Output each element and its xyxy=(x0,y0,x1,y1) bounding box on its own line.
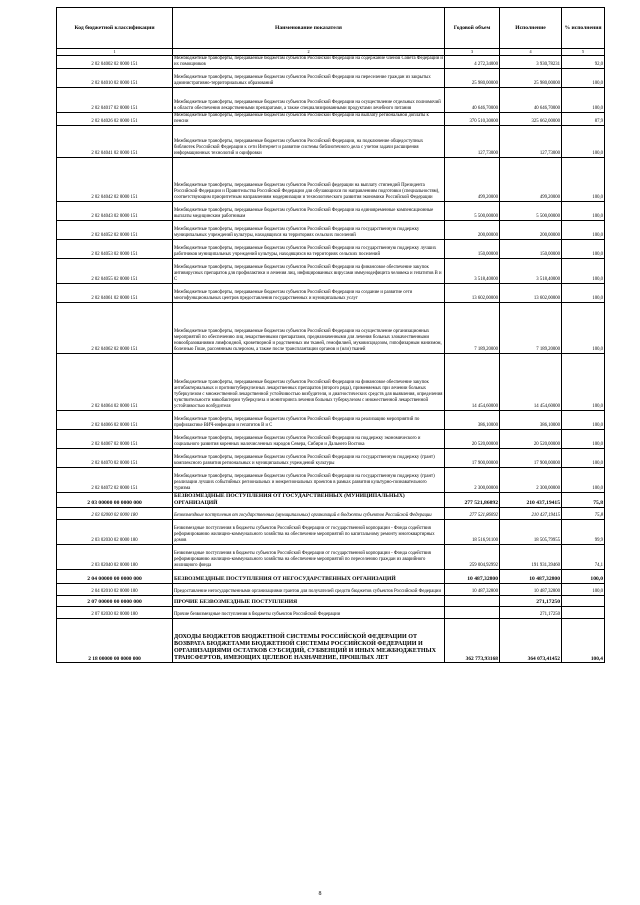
row-code: 2 02 04041 02 0000 151 xyxy=(57,126,173,158)
row-percent: 100,0 xyxy=(562,158,605,202)
row-execution: 191 931,39460 xyxy=(500,545,562,570)
table-row xyxy=(57,607,605,619)
row-execution: 10 487,32800 xyxy=(500,570,562,584)
table-row xyxy=(57,584,605,596)
row-percent: 100,0 xyxy=(562,411,605,430)
row-annual-volume: 20 520,00000 xyxy=(445,430,500,449)
column-number: 4 xyxy=(500,49,562,56)
row-percent: 100,0 xyxy=(562,221,605,240)
table-row xyxy=(57,411,605,430)
table-row xyxy=(57,158,605,202)
row-percent: 100,0 xyxy=(562,69,605,88)
row-execution: 386,10000 xyxy=(500,411,562,430)
row-name: БЕЗВОЗМЕЗДНЫЕ ПОСТУПЛЕНИЯ ОТ НЕГОСУДАРСТВЕННЫХ ОРГАНИЗАЦИЙ xyxy=(173,570,445,584)
row-annual-volume: 127,73000 xyxy=(445,126,500,158)
table-row xyxy=(57,508,605,520)
row-percent: 100,0 xyxy=(562,88,605,113)
row-code: 2 03 02040 02 0000 180 xyxy=(57,545,173,570)
table-row xyxy=(57,202,605,221)
table-row xyxy=(57,126,605,158)
table-row xyxy=(57,619,605,663)
row-name: Межбюджетные трансферты, передаваемые бюджетам субъектов Российской Федерации на создание и развитие сети многофункциональных центров предоставления государственных и муниципальных услуг xyxy=(173,284,445,303)
row-annual-volume: 14 454,60000 xyxy=(445,354,500,411)
header-name: Наименование показателя xyxy=(173,8,445,49)
row-code: 2 04 02010 02 0000 180 xyxy=(57,584,173,596)
page-number: 8 xyxy=(318,891,322,897)
row-annual-volume: 3 518,40000 xyxy=(445,259,500,284)
row-percent: 100,4 xyxy=(562,619,605,663)
row-code: 2 03 00000 00 0000 000 xyxy=(57,493,173,508)
row-name: Безвозмездные поступления в бюджеты субъектов Российской Федерации от государственной корпорации - Фонда содействия реформированию жилищно-коммунального хозяйства на обеспечение мероприятий по переселению граждан из аварийного жилищного фонда xyxy=(173,545,445,570)
row-annual-volume: 17 900,00000 xyxy=(445,449,500,468)
budget-table xyxy=(56,7,605,663)
row-percent: 100,0 xyxy=(562,240,605,259)
column-number-row xyxy=(57,49,605,56)
row-name: Межбюджетные трансферты, передаваемые бюджетам субъектов Российской Федерации на государственную поддержку (грант) реализации лучших событийных региональных и межрегиональных проектов в рамках развития культурно-познавательного туризма xyxy=(173,468,445,493)
table-row xyxy=(57,221,605,240)
row-execution: 40 646,70000 xyxy=(500,88,562,113)
row-name: Межбюджетные трансферты, передаваемые бюджетам субъектов Российской Федерации на выплату региональной доплаты к пенсии xyxy=(173,113,445,126)
row-annual-volume: 13 602,00000 xyxy=(445,284,500,303)
row-percent: 100,0 xyxy=(562,284,605,303)
row-percent: 100,0 xyxy=(562,430,605,449)
row-name: Безвозмездные поступления от государственных (муниципальных) организаций в бюджеты субъектов Российской Федерации xyxy=(173,508,445,520)
row-code: 2 02 04043 02 0000 151 xyxy=(57,202,173,221)
row-annual-volume: 499,20000 xyxy=(445,158,500,202)
row-annual-volume: 386,10000 xyxy=(445,411,500,430)
row-code: 2 02 04053 02 0000 151 xyxy=(57,240,173,259)
header-execution: Исполнение xyxy=(500,8,562,49)
table-row xyxy=(57,468,605,493)
header-percent: % исполнения xyxy=(562,8,605,49)
row-execution: 10 487,32800 xyxy=(500,584,562,596)
table-row xyxy=(57,240,605,259)
row-code: 2 02 04010 02 0000 151 xyxy=(57,69,173,88)
row-name: Межбюджетные трансферты, передаваемые бюджетам субъектов Российской Федерации на переселение граждан из закрытых административно-территориальных образований xyxy=(173,69,445,88)
row-execution: 325 662,00000 xyxy=(500,113,562,126)
row-execution: 210 437,19415 xyxy=(500,508,562,520)
row-annual-volume: 40 646,70000 xyxy=(445,88,500,113)
row-execution: 3 518,40000 xyxy=(500,259,562,284)
table-body xyxy=(57,56,605,663)
row-name: Межбюджетные трансферты, передаваемые бюджетам субъектов Российской Федерации на осуществление отдельных полномочий в области обеспечения лекарственными препаратами, а также специализированными продуктами лечебного питания xyxy=(173,88,445,113)
row-percent: 100,0 xyxy=(562,126,605,158)
row-percent xyxy=(562,607,605,619)
row-percent: 100,0 xyxy=(562,303,605,354)
row-annual-volume: 5 500,00000 xyxy=(445,202,500,221)
row-name: Межбюджетные трансферты, передаваемые бюджетам субъектов Российской Федерации на осуществление организационных мероприятий по обеспечению лиц лекарственными препаратами, предназначенными для лечения больных злокачественными новообразованиями лимфоидной, кроветворной и родственных им тканей, гемофилией, муковисцидозом, гипофизарным нанизмом, болезнью Гоше, рассеянным склерозом, а также после трансплантации органов и (или) тканей xyxy=(173,303,445,354)
row-code: 2 02 04017 02 0000 151 xyxy=(57,88,173,113)
row-annual-volume: 2 300,00000 xyxy=(445,468,500,493)
row-execution: 14 454,60000 xyxy=(500,354,562,411)
column-number: 5 xyxy=(562,49,605,56)
row-annual-volume: 10 487,32800 xyxy=(445,570,500,584)
row-percent: 100,0 xyxy=(562,449,605,468)
row-annual-volume: 150,00000 xyxy=(445,240,500,259)
row-percent: 100,0 xyxy=(562,354,605,411)
row-execution: 5 500,00000 xyxy=(500,202,562,221)
table-row xyxy=(57,354,605,411)
row-annual-volume: 277 521,86092 xyxy=(445,508,500,520)
row-name: БЕЗВОЗМЕЗДНЫЕ ПОСТУПЛЕНИЯ ОТ ГОСУДАРСТВЕННЫХ (МУНИЦИПАЛЬНЫХ) ОРГАНИЗАЦИЙ xyxy=(173,493,445,508)
row-execution: 150,00000 xyxy=(500,240,562,259)
header-code: Код бюджетной классификации xyxy=(57,8,173,49)
row-name: Межбюджетные трансферты, передаваемые бюджетам субъектов Российской Федерации, на подключение общедоступных библиотек Российской Федерации к сети Интернет и развитие системы библиотечного дела с учетом задачи расширения информационных технологий и оцифровки xyxy=(173,126,445,158)
row-name: Межбюджетные трансферты, передаваемые бюджетам субъектов Российской Федерации на государственную поддержку муниципальных учреждений культуры, находящихся на территориях сельских поселений xyxy=(173,221,445,240)
row-code: 2 02 04052 02 0000 151 xyxy=(57,221,173,240)
table-header-row xyxy=(57,8,605,49)
row-annual-volume: 370 510,30000 xyxy=(445,113,500,126)
table-row xyxy=(57,545,605,570)
row-execution: 3 930,78231 xyxy=(500,56,562,69)
row-execution: 18 505,79955 xyxy=(500,520,562,545)
table-row xyxy=(57,284,605,303)
row-code: 2 02 04042 02 0000 151 xyxy=(57,158,173,202)
row-name: Предоставление негосударственными организациями грантов для получателей средств бюджетов субъектов Российской Федерации xyxy=(173,584,445,596)
row-percent: 100,0 xyxy=(562,202,605,221)
table-row xyxy=(57,56,605,69)
row-code: 2 02 04062 02 0000 151 xyxy=(57,303,173,354)
table-row xyxy=(57,303,605,354)
table-row xyxy=(57,493,605,508)
row-annual-volume: 7 189,20000 xyxy=(445,303,500,354)
row-code: 2 02 04067 02 0000 151 xyxy=(57,430,173,449)
table-row xyxy=(57,69,605,88)
header-annual: Годовой объем xyxy=(445,8,500,49)
row-name: Межбюджетные трансферты, передаваемые бюджетам субъектов Российской Федерации на единовременные компенсационные выплаты медицинским работникам xyxy=(173,202,445,221)
row-percent: 92,0 xyxy=(562,56,605,69)
row-percent: 100,0 xyxy=(562,468,605,493)
row-percent: 100,0 xyxy=(562,584,605,596)
column-number: 1 xyxy=(57,49,173,56)
row-execution: 200,00000 xyxy=(500,221,562,240)
row-execution: 17 900,00000 xyxy=(500,449,562,468)
row-annual-volume: 18 516,91100 xyxy=(445,520,500,545)
row-annual-volume: 259 004,92992 xyxy=(445,545,500,570)
row-percent: 99,9 xyxy=(562,520,605,545)
row-percent: 75,8 xyxy=(562,508,605,520)
row-code: 2 03 02030 02 0000 180 xyxy=(57,520,173,545)
row-name: ПРОЧИЕ БЕЗВОЗМЕЗДНЫЕ ПОСТУПЛЕНИЯ xyxy=(173,596,445,607)
table-row xyxy=(57,259,605,284)
row-execution: 20 520,00000 xyxy=(500,430,562,449)
row-annual-volume: 200,00000 xyxy=(445,221,500,240)
row-code: 2 04 00000 00 0000 000 xyxy=(57,570,173,584)
row-execution: 2 300,00000 xyxy=(500,468,562,493)
row-name: Безвозмездные поступления в бюджеты субъектов Российской Федерации от государственной корпорации - Фонда содействия реформированию жилищно-коммунального хозяйства на обеспечение мероприятий по капитальному ремонту многоквартирных домов xyxy=(173,520,445,545)
row-annual-volume: 4 272,34000 xyxy=(445,56,500,69)
row-execution: 25 980,00000 xyxy=(500,69,562,88)
row-code: 2 02 04066 02 0000 151 xyxy=(57,411,173,430)
row-execution: 271,17250 xyxy=(500,596,562,607)
row-name: Межбюджетные трансферты, передаваемые бюджетам субъектов Российской Федерации на поддержку экономического и социального развития коренных малочисленных народов Севера, Сибири и Дальнего Востока xyxy=(173,430,445,449)
row-code: 2 07 02030 02 0000 180 xyxy=(57,607,173,619)
table-row xyxy=(57,570,605,584)
row-execution: 364 073,41452 xyxy=(500,619,562,663)
row-code: 2 02 04064 02 0000 151 xyxy=(57,354,173,411)
row-execution: 271,17250 xyxy=(500,607,562,619)
row-code: 2 02 04026 02 0000 151 xyxy=(57,113,173,126)
row-code: 2 02 04002 02 0000 151 xyxy=(57,56,173,69)
column-number: 2 xyxy=(173,49,445,56)
row-execution: 210 437,19415 xyxy=(500,493,562,508)
row-percent: 74,1 xyxy=(562,545,605,570)
row-percent: 87,9 xyxy=(562,113,605,126)
row-name: Прочие безвозмездные поступления в бюджеты субъектов Российской Федерации xyxy=(173,607,445,619)
row-code: 2 18 00000 00 0000 000 xyxy=(57,619,173,663)
table-row xyxy=(57,430,605,449)
table-row xyxy=(57,596,605,607)
row-code: 2 02 04061 02 0000 151 xyxy=(57,284,173,303)
row-name: Межбюджетные трансферты, передаваемые бюджетам субъектов Российской Федерации на содержание членов Совета Федерации и их помощников xyxy=(174,56,443,68)
row-annual-volume xyxy=(445,596,500,607)
row-execution: 127,73000 xyxy=(500,126,562,158)
row-code: 2 07 00000 00 0000 000 xyxy=(57,596,173,607)
table-row xyxy=(57,449,605,468)
column-number: 3 xyxy=(445,49,500,56)
row-name: Межбюджетные трансферты, передаваемые бюджетам субъектов Российской Федерации на финансовое обеспечение закупок антивирусных препаратов для профилактики и лечения лиц, инфицированных вирусами иммунодефицита человека и гепатитов B и C xyxy=(173,259,445,284)
row-name: Межбюджетные трансферты, передаваемые бюджетам субъектов Российской Федерации на государственную поддержку (грант) комплексного развития региональных и муниципальных учреждений культуры xyxy=(173,449,445,468)
row-percent: 100,0 xyxy=(562,259,605,284)
row-name: Межбюджетные трансферты, передаваемые бюджетам субъектов Российской Федерации на финансовое обеспечение закупок антибактериальных и противотуберкулезных лекарственных препаратов (второго ряда), применяемых при лечении больных туберкулезом с множественной лекарственной устойчивостью возбудителя, и диагностических средств для выявления, определения чувствительности микобактерии туберкулеза и мониторинга лечения больных туберкулезом с множественной лекарственной устойчивостью возбудителя xyxy=(173,354,445,411)
row-code: 2 02 04055 02 0000 151 xyxy=(57,259,173,284)
table-row xyxy=(57,88,605,113)
row-annual-volume xyxy=(445,607,500,619)
document-page xyxy=(56,7,604,663)
table-row xyxy=(57,113,605,126)
row-code: 2 02 04070 02 0000 151 xyxy=(57,449,173,468)
table-row xyxy=(57,520,605,545)
row-code: 2 03 02000 02 0000 180 xyxy=(57,508,173,520)
row-name: Межбюджетные трансферты, передаваемые бюджетам субъектов Российской федерации на выплату стипендий Президента Российской Федерации и Правительства Российской Федерации для обучающихся по направлениям подготовки (специальностям), соответствующим приоритетным направлениям модернизации и технологического развития экономики Российской Федерации xyxy=(173,158,445,202)
row-percent: 75,8 xyxy=(562,493,605,508)
row-annual-volume: 25 980,00000 xyxy=(445,69,500,88)
row-name: Межбюджетные трансферты, передаваемые бюджетам субъектов Российской Федерации на реализацию мероприятий по профилактике ВИЧ-инфекции и гепатитов B и C xyxy=(173,411,445,430)
row-execution: 7 189,20000 xyxy=(500,303,562,354)
row-annual-volume: 10 487,32800 xyxy=(445,584,500,596)
row-name: ДОХОДЫ БЮДЖЕТОВ БЮДЖЕТНОЙ СИСТЕМЫ РОССИЙСКОЙ ФЕДЕРАЦИИ ОТ ВОЗВРАТА БЮДЖЕТАМИ БЮДЖЕТНОЙ СИСТЕМЫ РОССИЙСКОЙ ФЕДЕРАЦИИ И ОРГАНИЗАЦИЯМИ ОСТАТКОВ СУБСИДИЙ, СУБВЕНЦИЙ И ИНЫХ МЕЖБЮДЖЕТНЫХ ТРАНСФЕРТОВ, ИМЕЮЩИХ ЦЕЛЕВОЕ НАЗНАЧЕНИЕ, ПРОШЛЫХ ЛЕТ xyxy=(173,619,445,663)
row-annual-volume: 277 521,86092 xyxy=(445,493,500,508)
row-execution: 13 602,00000 xyxy=(500,284,562,303)
row-percent: 100,0 xyxy=(562,570,605,584)
row-code: 2 02 04072 02 0000 151 xyxy=(57,468,173,493)
row-percent xyxy=(562,596,605,607)
row-annual-volume: 362 773,93168 xyxy=(445,619,500,663)
row-name: Межбюджетные трансферты, передаваемые бюджетам субъектов Российской Федерации на государственную поддержку лучших работников муниципальных учреждений культуры, находящихся на территориях сельских поселений xyxy=(173,240,445,259)
row-execution: 499,20000 xyxy=(500,158,562,202)
